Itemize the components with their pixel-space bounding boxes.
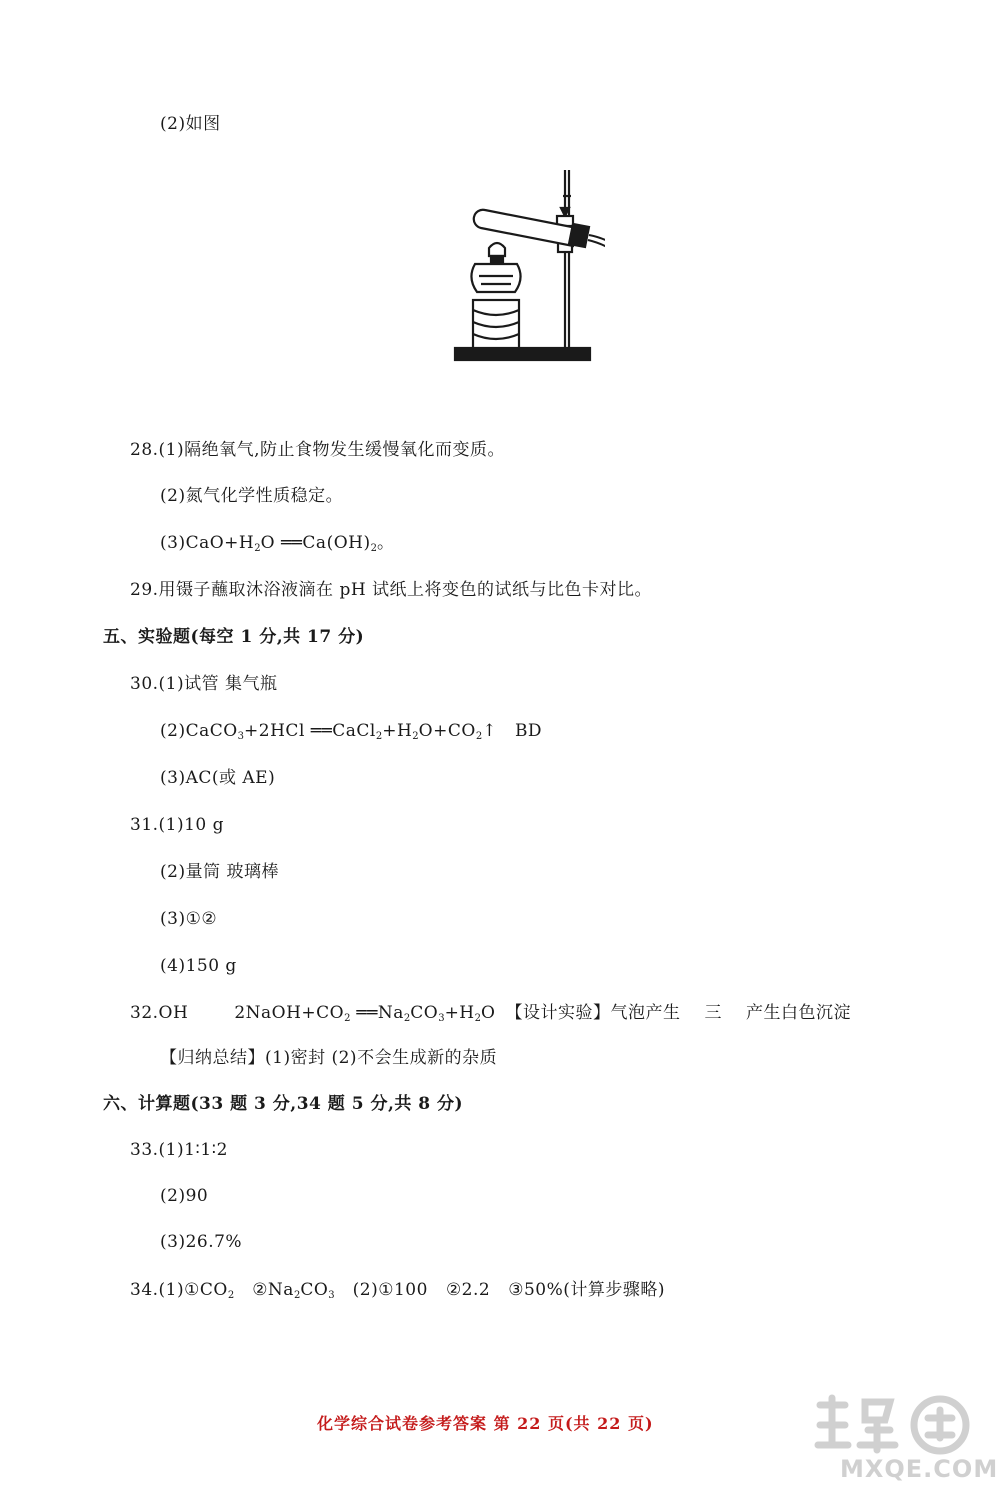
q32-sub-d: 2 bbox=[474, 1013, 482, 1024]
q30-2-text-c: +H bbox=[382, 721, 413, 741]
q34-text-e: ②2.2 bbox=[445, 1280, 491, 1300]
q34-text-d: (2)①100 bbox=[352, 1280, 428, 1300]
q28-3-text-a: (3)CaO+H bbox=[160, 533, 255, 553]
q28-3-sub-a: 2 bbox=[254, 543, 261, 554]
q32-eq-e: O bbox=[481, 1003, 496, 1023]
q30-2-sub-b: 2 bbox=[375, 731, 383, 742]
q28-3-sub-b: 2 bbox=[370, 543, 377, 554]
q30-2-sub-c: 2 bbox=[412, 731, 419, 742]
q27-part2: (2)如图 bbox=[160, 114, 221, 134]
q30-2-sub-a: 3 bbox=[237, 731, 245, 742]
q31-part4: (4)150 g bbox=[160, 956, 237, 976]
apparatus-figure-icon bbox=[445, 160, 605, 390]
q34-text-f: ③50%(计算步骤略) bbox=[508, 1280, 666, 1300]
q30-2-answer-bd: BD bbox=[514, 721, 543, 741]
q34-text-c: CO bbox=[300, 1280, 329, 1300]
q32-summary: 【归纳总结】(1)密封 (2)不会生成新的杂质 bbox=[160, 1048, 498, 1068]
q34-text-b: ②Na bbox=[252, 1280, 294, 1300]
q28-3-text-b: O ══Ca(OH) bbox=[260, 533, 371, 553]
q32-eq-a: 2NaOH+CO bbox=[234, 1003, 345, 1023]
section-6-heading: 六、计算题(33 题 3 分,34 题 5 分,共 8 分) bbox=[103, 1094, 464, 1114]
q33-part1: 33.(1)1∶1∶2 bbox=[130, 1140, 228, 1160]
q31-part3: (3)①② bbox=[160, 909, 218, 929]
q32-answer-three: 三 bbox=[704, 1003, 722, 1023]
q32-eq-c: CO bbox=[410, 1003, 439, 1023]
q34 bbox=[130, 1278, 665, 1308]
q32-sub-c: 3 bbox=[438, 1013, 445, 1024]
watermark-logo-icon bbox=[800, 1390, 990, 1460]
q33-part2: (2)90 bbox=[160, 1186, 209, 1206]
q34-sub-c: 3 bbox=[328, 1290, 335, 1301]
q32-eq-b: ══Na bbox=[350, 1003, 404, 1023]
page-footer: 化学综合试卷参考答案 第 22 页(共 22 页) bbox=[317, 1414, 654, 1433]
section-5-heading: 五、实验题(每空 1 分,共 17 分) bbox=[103, 627, 365, 647]
q34-sub-a: 2 bbox=[227, 1290, 235, 1301]
q32 bbox=[130, 1001, 851, 1031]
watermark bbox=[800, 1390, 999, 1483]
q30-2-text-a: (2)CaCO bbox=[160, 721, 238, 741]
q30-part1: 30.(1)试管 集气瓶 bbox=[130, 674, 278, 694]
q28-part3 bbox=[160, 531, 394, 561]
q31-part2: (2)量筒 玻璃棒 bbox=[160, 862, 279, 882]
q32-sub-b: 2 bbox=[403, 1013, 411, 1024]
q28-part2: (2)氮气化学性质稳定。 bbox=[160, 486, 344, 506]
q30-2-sub-d: 2 bbox=[475, 731, 483, 742]
q32-eq-d: +H bbox=[444, 1003, 475, 1023]
q30-2-text-b: +2HCl ══CaCl bbox=[244, 721, 376, 741]
q32-white-precipitate: 产生白色沉淀 bbox=[745, 1003, 851, 1023]
q28-3-text-c: 。 bbox=[376, 533, 395, 553]
q33-part3: (3)26.7% bbox=[160, 1232, 243, 1252]
q30-part3: (3)AC(或 AE) bbox=[160, 768, 276, 788]
watermark-url: MXQE.COM bbox=[840, 1455, 999, 1483]
q29: 29.用镊子蘸取沐浴液滴在 pH 试纸上将变色的试纸与比色卡对比。 bbox=[130, 580, 653, 600]
q34-text-a: 34.(1)①CO bbox=[130, 1280, 228, 1300]
q30-2-text-d: O+CO bbox=[418, 721, 476, 741]
q28-part1: 28.(1)隔绝氧气,防止食物发生缓慢氧化而变质。 bbox=[130, 440, 506, 460]
q30-part2 bbox=[160, 719, 542, 749]
q31-part1: 31.(1)10 g bbox=[130, 815, 225, 835]
q32-design-experiment: 【设计实验】气泡产生 bbox=[505, 1003, 681, 1023]
q32-sub-a: 2 bbox=[344, 1013, 351, 1024]
q30-2-gas-arrow: ↑ bbox=[482, 721, 497, 741]
q34-sub-b: 2 bbox=[293, 1290, 301, 1301]
q32-oh: 32.OH bbox=[130, 1003, 189, 1023]
